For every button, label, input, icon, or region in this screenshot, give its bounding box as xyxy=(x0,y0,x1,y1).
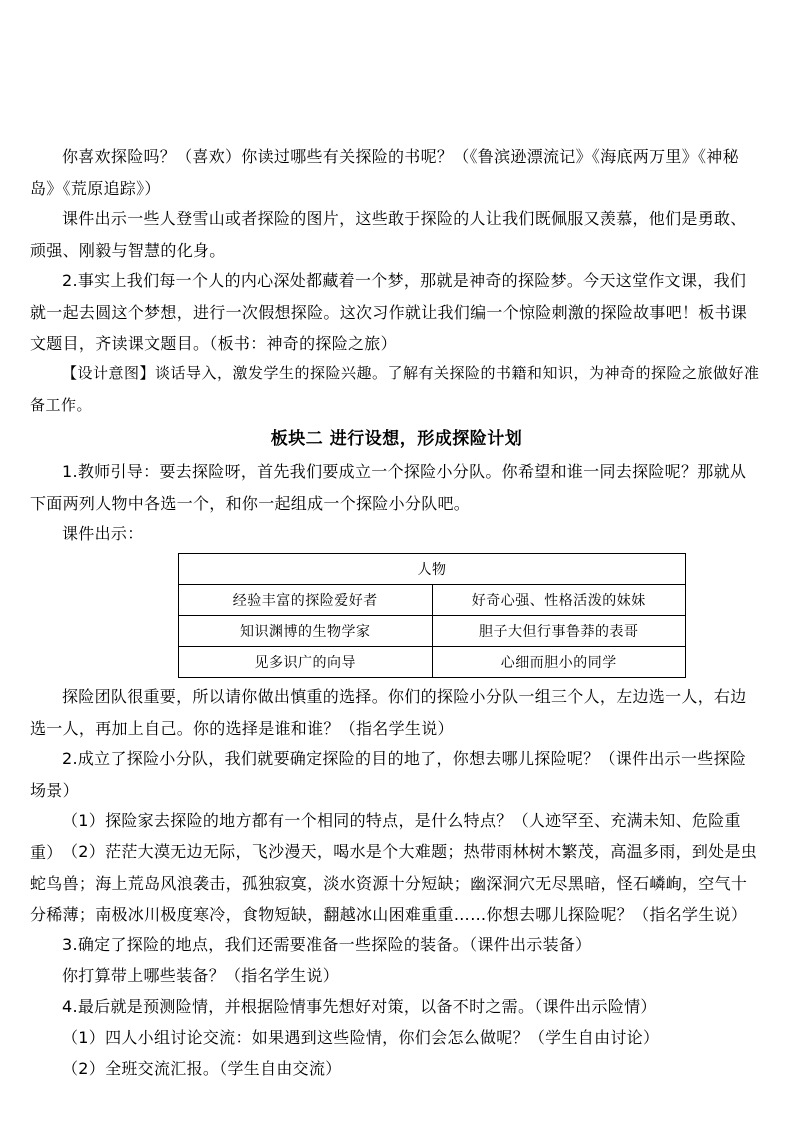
courseware-label: 课件出示： xyxy=(62,524,144,543)
table-row xyxy=(179,647,686,678)
group-discussion-paragraph: （1）四人小组讨论交流：如果遇到这些险情，你们会怎么做呢？（学生自由讨论） xyxy=(62,1028,660,1047)
scene-description-paragraph: （2）茫茫大漠无边无际，飞沙漫天，喝水是个大难题；热带雨林树木繁茂，高温多雨，到处是虫蛇鸟兽；海上荒岛风浪袭击，孤独寂寞，淡水资源十分短缺；幽深洞穴无尽黑暗，怪石嶙峋，空气十分稀薄；南极冰川极度寒冷，食物短缺，翻越冰山困难重重……你想去哪儿探险呢？（指名学生说） xyxy=(30,842,758,924)
table-cell-left: 经验丰富的探险爱好者 xyxy=(179,585,433,616)
table-cell-right: 胆子大但行事鲁莽的表哥 xyxy=(432,616,686,647)
table-row xyxy=(179,616,686,647)
teacher-guide-paragraph: 1.教师引导：要去探险呀，首先我们要成立一个探险小分队。你希望和谁一同去探险呢？那就从下面两列人物中各选一个，和你一起组成一个探险小分队吧。 xyxy=(30,462,747,513)
table-cell-left: 见多识广的向导 xyxy=(179,647,433,678)
table-cell-right: 心细而胆小的同学 xyxy=(432,647,686,678)
table-cell-left: 知识渊博的生物学家 xyxy=(179,616,433,647)
destination-paragraph: 2.成立了探险小分队，我们就要确定探险的目的地了，你想去哪儿探险呢？（课件出示一些探险场景） xyxy=(30,749,747,800)
people-table xyxy=(178,553,686,678)
intro-paragraph-1: 你喜欢探险吗？（喜欢）你读过哪些有关探险的书呢？（《鲁滨逊漂流记》《海底两万里》《神秘岛》《荒原追踪》） xyxy=(30,147,739,198)
class-report-paragraph: （2）全班交流汇报。（学生自由交流） xyxy=(62,1059,342,1078)
risk-paragraph: 4.最后就是预测险情，并根据险情事先想好对策，以备不时之需。（课件出示险情） xyxy=(62,997,657,1016)
table-header-row xyxy=(179,554,686,585)
equipment-question-paragraph: 你打算带上哪些装备？（指名学生说） xyxy=(62,966,340,985)
team-choice-paragraph: 探险团队很重要，所以请你做出慎重的选择。你们的探险小分队一组三个人，左边选一人，右边选一人，再加上自己。你的选择是谁和谁？（指名学生说） xyxy=(30,687,747,738)
destination-feature-paragraph: （1）探险家去探险的地方都有一个相同的特点，是什么特点？（人迹罕至、充满未知、危险重重） xyxy=(30,811,741,862)
intro-paragraph-3: 2.事实上我们每一个人的内心深处都藏着一个梦，那就是神奇的探险梦。今天这堂作文课，我们就一起去圆这个梦想，进行一次假想探险。这次习作就让我们编一个惊险刺激的探险故事吧！板书课文题目，齐读课文题目。（板书：神奇的探险之旅） xyxy=(30,271,748,353)
equipment-paragraph: 3.确定了探险的地点，我们还需要准备一些探险的装备。（课件出示装备） xyxy=(62,935,592,954)
design-intent-paragraph: 【设计意图】谈话导入，激发学生的探险兴趣。了解有关探险的书籍和知识，为神奇的探险之旅做好准备工作。 xyxy=(30,364,760,414)
table-cell-right: 好奇心强、性格活泼的妹妹 xyxy=(432,585,686,616)
table-row xyxy=(179,585,686,616)
section-title: 板块二 进行设想，形成探险计划 xyxy=(270,429,523,449)
table-header: 人物 xyxy=(179,554,686,585)
intro-paragraph-2: 课件出示一些人登雪山或者探险的图片，这些敢于探险的人让我们既佩服又羡慕，他们是勇敢、顽强、刚毅与智慧的化身。 xyxy=(30,209,747,260)
